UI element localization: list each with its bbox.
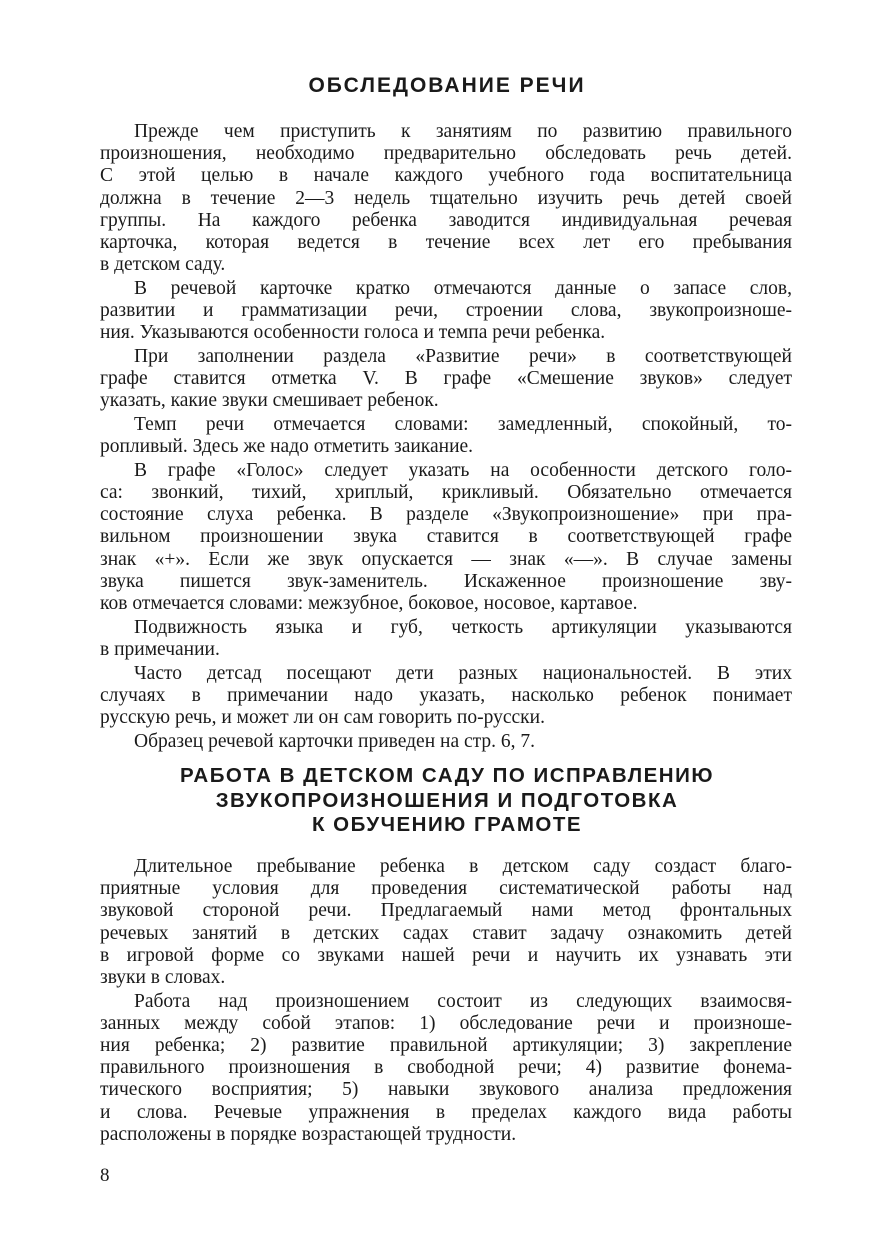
section-heading-2 bbox=[0, 764, 894, 838]
text-line: са: звонкий, тихий, хриплый, крикливый. Обязательно отмечается bbox=[100, 482, 792, 503]
text-line: В речевой карточке кратко отмечаются данные о запасе слов, bbox=[134, 277, 792, 299]
text-line: приятные условия для проведения систематической работы над bbox=[100, 878, 792, 900]
text-line: графе ставится отметка V. В графе «Смешение звуков» следует bbox=[100, 368, 792, 390]
text-line: ков отмечается словами: межзубное, боковое, носовое, картавое. bbox=[100, 592, 638, 614]
paragraph bbox=[100, 346, 792, 413]
paragraph bbox=[100, 856, 792, 989]
text-line: произношения, необходимо предварительно обследовать речь детей. bbox=[100, 143, 792, 165]
text-line: Длительное пребывание ребенка в детском саду создаст благо- bbox=[134, 856, 792, 877]
paragraph bbox=[100, 991, 792, 1146]
text-line: звука пишется звук-заменитель. Искаженное произношение зву- bbox=[100, 570, 792, 592]
text-line: Подвижность языка и губ, четкость артикуляции указываются bbox=[134, 616, 792, 638]
text-line: случаях в примечании надо указать, насколько ребенок понимает bbox=[100, 684, 792, 706]
text-line: тического восприятия; 5) навыки звукового анализа предложения bbox=[100, 1079, 792, 1101]
text-line: звуки в словах. bbox=[100, 966, 226, 988]
text-line: Образец речевой карточки приведен на стр. 6, 7. bbox=[134, 730, 536, 752]
text-line: занных между собой этапов: 1) обследование речи и произноше- bbox=[100, 1012, 792, 1034]
text-line: русскую речь, и может ли он сам говорить по-русски. bbox=[100, 706, 545, 728]
heading-line: К ОБУЧЕНИЮ ГРАМОТЕ bbox=[311, 813, 583, 836]
paragraph bbox=[100, 617, 792, 661]
text-line: в примечании. bbox=[100, 638, 220, 660]
text-line: карточка, которая ведется в течение всех лет его пребывания bbox=[100, 231, 792, 253]
text-line: ния. Указываются особенности голоса и темпа речи ребенка. bbox=[100, 322, 606, 344]
section2-body bbox=[100, 856, 792, 1147]
text-line: Темп речи отмечается словами: замедленный, спокойный, то- bbox=[134, 413, 792, 435]
text-line: развитии и грамматизации речи, строении слова, звукопроизноше- bbox=[100, 300, 792, 321]
text-line: При заполнении раздела «Развитие речи» в соответствующей bbox=[134, 345, 792, 367]
text-line: С этой целью в начале каждого учебного года воспитательница bbox=[100, 165, 792, 187]
text-line: знак «+». Если же звук опускается — знак «—». В случае замены bbox=[100, 548, 792, 570]
paragraph bbox=[100, 278, 792, 345]
text-line: группы. На каждого ребенка заводится индивидуальная речевая bbox=[100, 209, 792, 231]
text-line: правильного произношения в свободной речи; 4) развитие фонема- bbox=[100, 1057, 792, 1079]
text-line: расположены в порядке возрастающей трудности. bbox=[100, 1123, 517, 1145]
text-line: звуковой стороной речи. Предлагаемый нами метод фронтальных bbox=[100, 900, 792, 922]
page-number: 8 bbox=[100, 1165, 110, 1186]
text-line: В графе «Голос» следует указать на особенности детского голо- bbox=[134, 459, 792, 481]
text-line: ния ребенка; 2) развитие правильной артикуляции; 3) закрепление bbox=[100, 1035, 792, 1056]
text-line: и слова. Речевые упражнения в пределах каждого вида работы bbox=[100, 1101, 792, 1123]
text-line: речевых занятий в детских садах ставит задачу ознакомить детей bbox=[100, 922, 792, 944]
heading-line: РАБОТА В ДЕТСКОМ САДУ ПО ИСПРАВЛЕНИЮ bbox=[180, 764, 714, 787]
paragraph bbox=[100, 731, 792, 753]
heading-line: ЗВУКОПРОИЗНОШЕНИЯ И ПОДГОТОВКА bbox=[215, 788, 679, 812]
paragraph bbox=[100, 414, 792, 458]
text-line: ропливый. Здесь же надо отметить заикание. bbox=[100, 436, 474, 458]
text-line: вильном произношении звука ставится в соответствующей графе bbox=[100, 526, 792, 548]
paragraph bbox=[100, 663, 792, 730]
paragraph bbox=[100, 460, 792, 615]
section1-body bbox=[100, 121, 792, 754]
text-line: состояние слуха ребенка. В разделе «Звукопроизношение» при пра- bbox=[100, 504, 792, 526]
text-line: в игровой форме со звуками нашей речи и научить их узнавать эти bbox=[100, 944, 792, 966]
text-line: в детском саду. bbox=[100, 254, 226, 276]
text-line: указать, какие звуки смешивает ребенок. bbox=[100, 390, 439, 412]
section-title: ОБСЛЕДОВАНИЕ РЕЧИ bbox=[308, 74, 586, 97]
text-line: Часто детсад посещают дети разных национальностей. В этих bbox=[134, 662, 792, 684]
paragraph bbox=[100, 121, 792, 276]
text-line: должна в течение 2—3 недель тщательно изучить речь детей своей bbox=[100, 187, 792, 209]
text-line: Прежде чем приступить к занятиям по развитию правильного bbox=[134, 121, 792, 142]
text-line: Работа над произношением состоит из следующих взаимосвя- bbox=[134, 990, 792, 1012]
